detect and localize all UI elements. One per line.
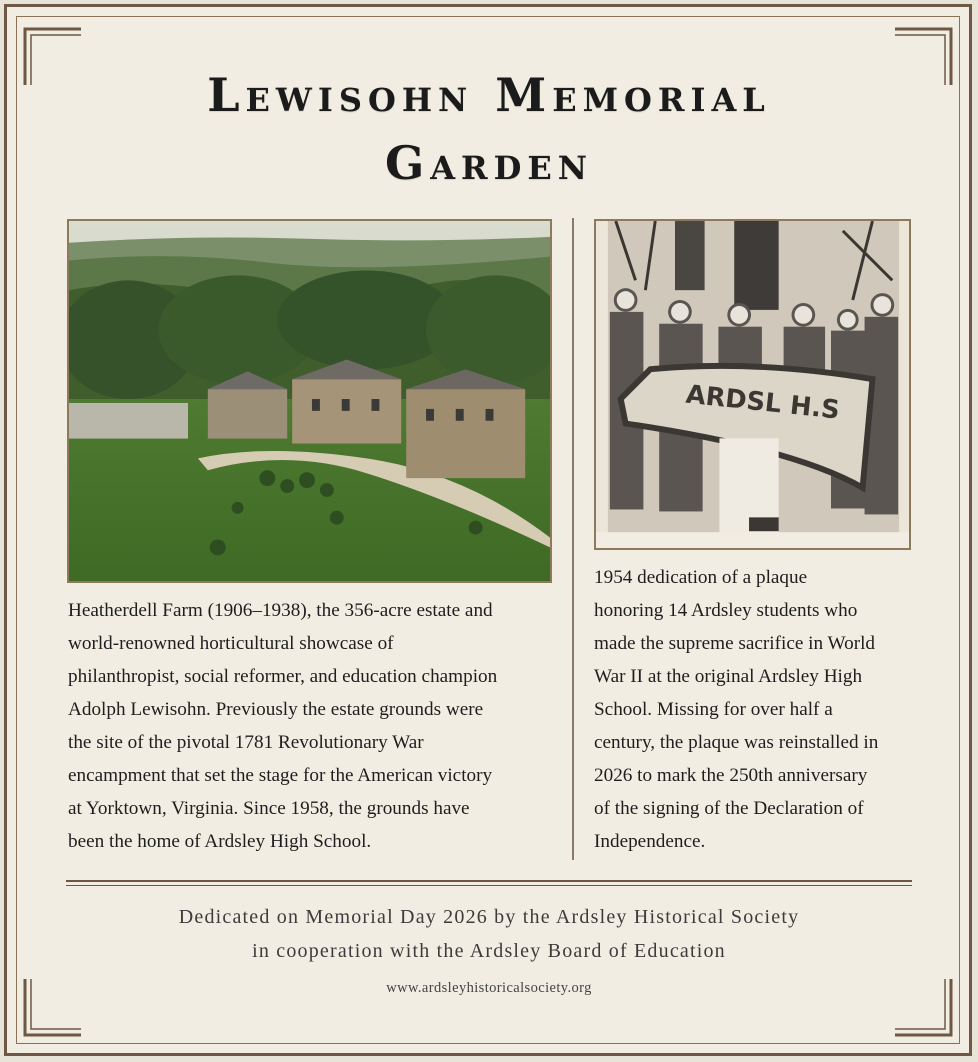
caption-line: world-renowned horticultural showcase of [68, 633, 394, 654]
caption-line: Heatherdell Farm (1906–1938), the 356-acre estate and [68, 600, 493, 621]
title-line-2: Garden [384, 136, 594, 190]
caption-line: 1954 dedication of a plaque [594, 567, 808, 588]
caption-line: encampment that set the stage for the American victory [68, 765, 493, 786]
caption-line: of the signing of the Declaration of [594, 798, 864, 819]
caption-line: 2026 to mark the 250th anniversary [594, 765, 868, 786]
title-line-1: Lewisohn Memorial [207, 68, 771, 122]
caption-line: School. Missing for over half a [594, 699, 833, 720]
website-link[interactable]: www.ardsleyhistoricalsociety.org [386, 980, 592, 996]
dedication-caption [594, 561, 878, 858]
banner-text: ARDSL H.S [684, 379, 842, 426]
caption-line: at Yorktown, Virginia. Since 1958, the grounds have [68, 798, 470, 819]
caption-line: century, the plaque was reinstalled in [594, 732, 879, 753]
cooperation-statement: in cooperation with the Ardsley Board of Education [252, 940, 726, 962]
caption-line: Adolph Lewisohn. Previously the estate grounds were [68, 699, 484, 720]
footer-rule [66, 880, 912, 882]
dedication-statement: Dedicated on Memorial Day 2026 by the Ardsley Historical Society [178, 906, 800, 928]
caption-line: Independence. [594, 831, 706, 852]
caption-line: honoring 14 Ardsley students who [594, 600, 858, 621]
caption-line: been the home of Ardsley High School. [68, 831, 372, 852]
caption-line: made the supreme sacrifice in World [594, 633, 876, 654]
dedication-photo [594, 219, 911, 550]
column-divider [572, 218, 574, 860]
footer-rule-thin [66, 885, 912, 886]
caption-line: the site of the pivotal 1781 Revolutionary War [68, 732, 424, 753]
caption-line: philanthropist, social reformer, and education champion [68, 666, 498, 687]
estate-caption [68, 594, 497, 858]
estate-aerial-photo [67, 219, 552, 583]
caption-line: War II at the original Ardsley High [594, 666, 863, 687]
